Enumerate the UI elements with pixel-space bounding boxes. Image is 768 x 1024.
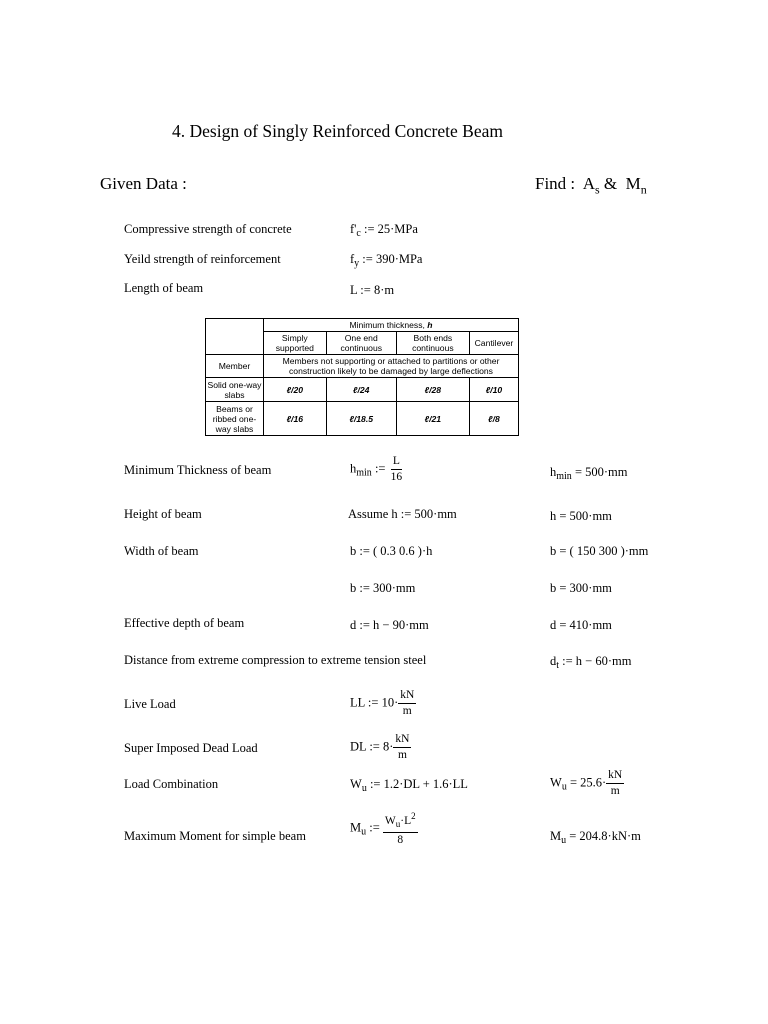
input-eq-fy: $f_y$ := 390·MPa — [350, 252, 423, 269]
d-label: Effective depth of beam — [124, 616, 245, 630]
col-simply: Simply supported — [264, 332, 327, 355]
find-label: Find : — [535, 174, 576, 193]
find-amp: & — [603, 174, 618, 193]
find-as: $A_s$ — [582, 174, 600, 197]
table-cell: ℓ/24 — [326, 378, 396, 402]
width-label: Width of beam — [124, 544, 199, 558]
height-label: Height of beam — [124, 507, 202, 521]
col-one-end: One end continuous — [326, 332, 396, 355]
member-label: Member — [206, 355, 264, 378]
mu-eq: $M_u$ := $\frac{W_u\cdot L^2}{8}$ — [350, 811, 416, 846]
width-eq: b := ( 0.3 0.6 )·h — [350, 544, 433, 558]
ll-eq: LL := 10· $\frac{kN}{m}$ — [350, 689, 415, 717]
table-header: Minimum thickness, h — [264, 319, 519, 332]
mu-result: $M_u = 204.8\cdot kN\cdot m$ — [550, 829, 641, 846]
wu-label: Load Combination — [124, 777, 219, 791]
input-label-l: Length of beam — [124, 281, 204, 295]
find-mn: $M_n$ — [625, 174, 647, 197]
table-note: Members not supporting or attached to partitions or other construction likely to be damaged by large deflections — [264, 355, 519, 378]
col-cantilever: Cantilever — [469, 332, 518, 355]
col-both-ends: Both ends continuous — [396, 332, 469, 355]
height-eq: Assume h := 500·mm — [348, 507, 457, 521]
table-cell: ℓ/28 — [396, 378, 469, 402]
hmin-result: $h_{min} = 500\cdot mm$ — [550, 465, 628, 482]
ll-label: Live Load — [124, 697, 176, 711]
input-eq-l: L := 8·m — [350, 283, 395, 297]
minimum-thickness-table — [205, 318, 519, 436]
row-name: Beams or ribbed one-way slabs — [206, 402, 264, 436]
table-cell: ℓ/10 — [469, 378, 518, 402]
hmin-eq: $h_{min}$ := $\frac{L}{16}$ — [350, 455, 403, 483]
input-label-fc: Compressive strength of concrete — [124, 222, 292, 236]
input-label-fy: Yeild strength of reinforcement — [124, 252, 281, 266]
given-data-heading: Given Data : — [100, 174, 187, 193]
input-eq-fc: $f'_c$ := 25·MPa — [350, 222, 418, 239]
dl-label: Super Imposed Dead Load — [124, 741, 258, 755]
d-result: d = 410·mm — [550, 618, 612, 632]
page-title: 4. Design of Singly Reinforced Concrete Beam — [172, 121, 503, 141]
table-cell: ℓ/16 — [264, 402, 327, 436]
table-cell: ℓ/21 — [396, 402, 469, 436]
dt-label: Distance from extreme compression to extreme tension steel — [124, 653, 427, 667]
mu-label: Maximum Moment for simple beam — [124, 829, 306, 843]
width-result: b = ( 150 300 )·mm — [550, 544, 649, 558]
width-assume-result: b = 300·mm — [550, 581, 612, 595]
width-assume-eq: b := 300·mm — [350, 581, 416, 595]
hmin-label: Minimum Thickness of beam — [124, 463, 272, 477]
table-cell: ℓ/18.5 — [326, 402, 396, 436]
dl-eq: DL := 8· $\frac{kN}{m}$ — [350, 733, 410, 761]
table-cell: ℓ/20 — [264, 378, 327, 402]
height-result: h = 500·mm — [550, 509, 612, 523]
dt-eq: $d_t$ := h − 60·mm — [550, 654, 632, 671]
d-eq: d := h − 90·mm — [350, 618, 429, 632]
find-heading — [535, 174, 647, 197]
row-name: Solid one-way slabs — [206, 378, 264, 402]
wu-eq: $W_u$ := 1.2·DL + 1.6·LL — [350, 777, 468, 794]
wu-result: $W_u = 25.6\cdot$ $\frac{kN}{m}$ — [550, 769, 623, 797]
table-cell: ℓ/8 — [469, 402, 518, 436]
